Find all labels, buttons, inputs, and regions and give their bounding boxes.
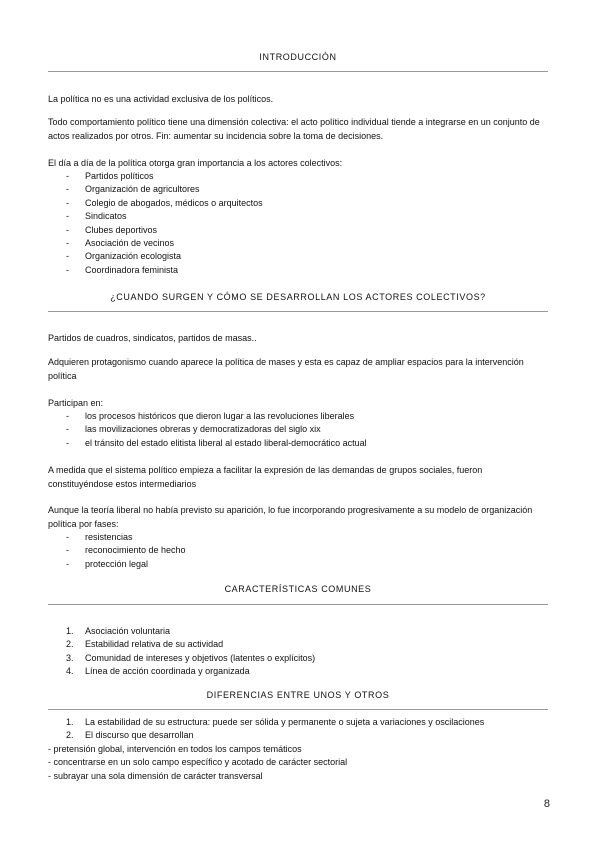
- list-item-text: Organización ecologista: [85, 251, 182, 262]
- page-number: 8: [543, 798, 550, 810]
- list-item-text: reconocimiento de hecho: [85, 545, 186, 556]
- intro-paragraph-1: La política no es una actividad exclusiva de los políticos.: [48, 94, 274, 104]
- section-heading-common: CARACTERÍSTICAS COMUNES: [224, 584, 372, 594]
- discourse-subitems: [48, 743, 548, 783]
- divider: [48, 604, 548, 605]
- list-item-text: Clubes deportivos: [85, 224, 158, 235]
- divider: [48, 71, 548, 72]
- dash-marker: -: [66, 197, 69, 208]
- list-number: 3.: [66, 652, 74, 663]
- discourse-subitem: - subrayar una sola dimensión de carácter transversal: [48, 770, 263, 781]
- list-item: [48, 531, 548, 544]
- list-item-text: los procesos históricos que dieron lugar a las revoluciones liberales: [85, 411, 355, 421]
- dash-marker: -: [66, 411, 69, 421]
- list-item: [48, 170, 548, 183]
- list-item: [48, 224, 548, 237]
- dash-marker: -: [66, 264, 69, 275]
- list-number: 2.: [66, 730, 74, 741]
- list-item: [48, 250, 548, 263]
- list-item: [48, 716, 548, 729]
- intro-paragraph-2: Todo comportamiento político tiene una dimensión colectiva: el acto político individual tiende a integrarse en un conjunto de actos realizados por otros. Fin: aumentar su incidencia sobre la toma de decisiones.: [48, 117, 540, 141]
- list-item-text: protección legal: [85, 558, 149, 569]
- list-item-text: Asociación de vecinos: [85, 238, 175, 249]
- list-item: [48, 625, 548, 638]
- list-item-text: La estabilidad de su estructura: puede ser sólida y permanente o sujeta a variaciones y oscilaciones: [85, 717, 485, 727]
- common-features-list: [48, 625, 548, 679]
- list-item-text: Comunidad de intereses y objetivos (latentes o explícitos): [85, 652, 316, 663]
- dash-marker: -: [66, 437, 69, 448]
- list-item: [48, 410, 548, 423]
- list-item-text: Organización de agricultores: [85, 184, 200, 195]
- divider: [48, 311, 548, 312]
- list-item: [48, 729, 548, 742]
- list-item: [48, 544, 548, 557]
- dash-marker: -: [66, 545, 69, 556]
- section-heading-differences: DIFERENCIAS ENTRE UNOS Y OTROS: [206, 690, 390, 700]
- list-item: [48, 237, 548, 250]
- list-number: 1.: [66, 626, 74, 636]
- list-item: [48, 423, 548, 436]
- emergence-paragraph-4: A medida que el sistema político empieza a facilitar la expresión de las demandas de grupos sociales, fueron constituyéndose estos intermediarios: [48, 465, 483, 489]
- dash-marker: -: [66, 251, 69, 262]
- intro-paragraph-3: El día a día de la política otorga gran importancia a los actores colectivos:: [48, 158, 343, 168]
- list-item-text: Estabilidad relativa de su actividad: [85, 639, 224, 650]
- list-item: [48, 210, 548, 223]
- list-item: [48, 197, 548, 210]
- list-item-text: Partidos políticos: [85, 171, 154, 181]
- phases-list: [48, 531, 548, 571]
- list-item: [48, 638, 548, 651]
- dash-marker: -: [66, 171, 69, 181]
- emergence-paragraph-1: Partidos de cuadros, sindicatos, partidos de masas..: [48, 333, 257, 343]
- list-item: [48, 665, 548, 678]
- divider: [48, 709, 548, 710]
- discourse-subitem: - pretensión global, intervención en todos los campos temáticos: [48, 744, 302, 754]
- list-item-text: resistencias: [85, 532, 133, 542]
- list-number: 2.: [66, 639, 74, 650]
- list-item-text: las movilizaciones obreras y democratizadoras del siglo xix: [85, 424, 321, 435]
- dash-marker: -: [66, 532, 69, 542]
- emergence-paragraph-5: Aunque la teoría liberal no había previsto su aparición, lo fue incorporando progresivamente a su modelo de organización política por fases:: [48, 505, 533, 529]
- dash-marker: -: [66, 224, 69, 235]
- differences-list: [48, 716, 548, 743]
- list-item-text: El discurso que desarrollan: [85, 730, 194, 741]
- dash-marker: -: [66, 211, 69, 222]
- list-number: 1.: [66, 717, 74, 727]
- dash-marker: -: [66, 184, 69, 195]
- list-item-text: Colegio de abogados, médicos o arquitectos: [85, 197, 263, 208]
- list-number: 4.: [66, 666, 74, 677]
- section-heading-intro: INTRODUCCIÓN: [259, 52, 337, 62]
- section-heading-emergence: ¿CUANDO SURGEN Y CÓMO SE DESARROLLAN LOS ACTORES COLECTIVOS?: [110, 292, 486, 302]
- actors-list: [48, 170, 548, 277]
- list-item-text: el tránsito del estado elitista liberal al estado liberal-democrático actual: [85, 437, 367, 448]
- list-item: [48, 652, 548, 665]
- processes-list: [48, 410, 548, 450]
- dash-marker: -: [66, 424, 69, 435]
- list-item-text: Coordinadora feminista: [85, 264, 179, 275]
- list-item-text: Sindicatos: [85, 211, 127, 222]
- list-item-text: Asociación voluntaria: [85, 626, 171, 636]
- list-item-text: Línea de acción coordinada y organizada: [85, 666, 250, 677]
- emergence-paragraph-3: Participan en:: [48, 398, 104, 408]
- list-item: [48, 264, 548, 277]
- discourse-subitem: - concentrarse en un solo campo específico y acotado de carácter sectorial: [48, 757, 348, 768]
- list-item: [48, 558, 548, 571]
- dash-marker: -: [66, 238, 69, 249]
- dash-marker: -: [66, 558, 69, 569]
- emergence-paragraph-2: Adquieren protagonismo cuando aparece la política de mases y esta es capaz de ampliar espacios para la intervención política: [48, 357, 524, 381]
- list-item: [48, 437, 548, 450]
- list-item: [48, 183, 548, 196]
